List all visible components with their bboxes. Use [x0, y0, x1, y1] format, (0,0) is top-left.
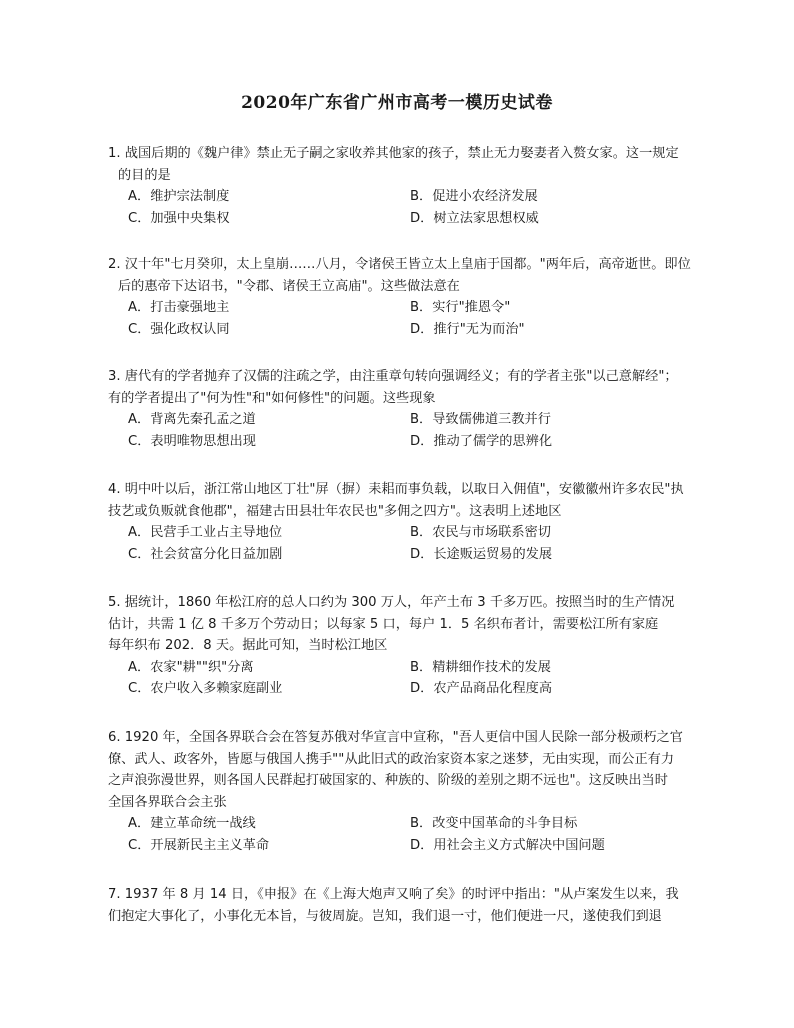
question-stem-line: 2. 汉十年"七月癸卯，太上皇崩……八月，令诸侯王皆立太上皇庙于国都。"两年后，高帝逝世。即位	[108, 257, 691, 272]
question-stem-line: 每年织布 202．8 天。据此可知，当时松江地区	[108, 638, 388, 653]
options	[128, 657, 708, 700]
question-1	[108, 143, 708, 229]
question-stem-line: 6. 1920 年，全国各界联合会在答复苏俄对华宣言中宣称，"吾人更信中国人民除一部分极顽朽之官	[108, 730, 683, 745]
options	[128, 522, 708, 565]
question-3	[108, 366, 708, 452]
option-d: D．树立法家思想权威	[410, 210, 539, 226]
option-b: B．农民与市场联系密切	[410, 525, 551, 540]
question-stem-line: 有的学者提出了"何为性"和"如何修性"的问题。这些现象	[108, 390, 436, 406]
option-d: D．农产品商品化程度高	[410, 681, 553, 696]
option-c: C．开展新民主主义革命	[128, 837, 270, 853]
option-c: C．农户收入多赖家庭副业	[128, 681, 283, 696]
question-stem-line: 1. 战国后期的《魏户律》禁止无子嗣之家收养其他家的孩子，禁止无力娶妻者入赘女家。这一规定	[108, 146, 679, 161]
option-b: B．改变中国革命的斗争目标	[410, 816, 578, 831]
question-5	[108, 592, 708, 700]
question-stem-line: 的目的是	[118, 167, 171, 183]
option-d: D．推动了儒学的思辨化	[410, 433, 553, 449]
options	[128, 409, 708, 452]
question-7	[108, 884, 708, 927]
question-stem-line: 3. 唐代有的学者抛弃了汉儒的注疏之学，由注重章句转向强调经义；有的学者主张"以己意解经"；	[108, 369, 678, 384]
options	[128, 813, 708, 856]
option-b: B．导致儒佛道三教并行	[410, 412, 551, 427]
question-stem-line: 们抱定大事化了，小事化无本旨，与彼周旋。岂知，我们退一寸，他们便进一尺，遂使我们到退	[108, 908, 662, 924]
question-6	[108, 727, 708, 856]
question-stem-line: 技艺或负贩就食他郡"，福建古田县壮年农民也"多佣之四方"。这表明上述地区	[108, 503, 562, 519]
question-stem-line: 全国各界联合会主张	[108, 794, 227, 810]
option-d: D．用社会主义方式解决中国问题	[410, 837, 605, 853]
option-a: A．民营手工业占主导地位	[128, 525, 283, 540]
option-a: A．背离先秦孔孟之道	[128, 412, 256, 427]
option-c: C．社会贫富分化日益加剧	[128, 546, 283, 562]
options	[128, 186, 708, 229]
option-d: D．长途贩运贸易的发展	[410, 546, 553, 562]
option-b: B．精耕细作技术的发展	[410, 659, 551, 675]
option-a: A．农家"耕""织"分离	[128, 659, 254, 675]
question-stem-line: 之声浪弥漫世界，则各国人民群起打破国家的、种族的、阶级的差别之期不远也"。这反映出当时	[108, 773, 668, 788]
page-title: 2020年广东省广州市高考一模历史试卷	[241, 93, 553, 113]
option-a: A．维护宗法制度	[128, 189, 230, 204]
question-stem-line: 5. 据统计，1860 年松江府的总人口约为 300 万人，年产土布 3 千多万匹。按照当时的生产情况	[108, 595, 675, 610]
question-stem-line: 7. 1937 年 8 月 14 日，《申报》在《上海大炮声又响了矣》的时评中指出："从卢案发生以来，我	[108, 887, 679, 902]
option-b: B．促进小农经济发展	[410, 189, 538, 204]
option-c: C．表明唯物思想出现	[128, 433, 256, 449]
question-4	[108, 479, 708, 565]
question-stem-line: 估计，共需 1 亿 8 千多万个劳动日；以每家 5 口，每户 1．5 名织布者计，需要松江所有家庭	[108, 616, 659, 632]
option-a: A．建立革命统一战线	[128, 816, 256, 831]
option-c: C．加强中央集权	[128, 210, 230, 226]
question-stem-line: 后的惠帝下达诏书，"令郡、诸侯王立高庙"。这些做法意在	[118, 278, 460, 294]
options	[128, 297, 708, 340]
option-b: B．实行"推恩令"	[410, 300, 511, 315]
question-stem-line: 4. 明中叶以后，浙江常山地区丁壮"屏（摒）耒耜而事负载，以取日入佣值"，安徽徽州许多农民"执	[108, 482, 684, 497]
question-2	[108, 254, 708, 340]
option-a: A．打击豪强地主	[128, 300, 230, 315]
question-stem-line: 僚、武人、政客外，皆愿与俄国人携手""从此旧式的政治家资本家之迷梦，无由实现，而公正有力	[108, 751, 675, 767]
option-c: C．强化政权认同	[128, 321, 230, 337]
option-d: D．推行"无为而治"	[410, 321, 525, 337]
